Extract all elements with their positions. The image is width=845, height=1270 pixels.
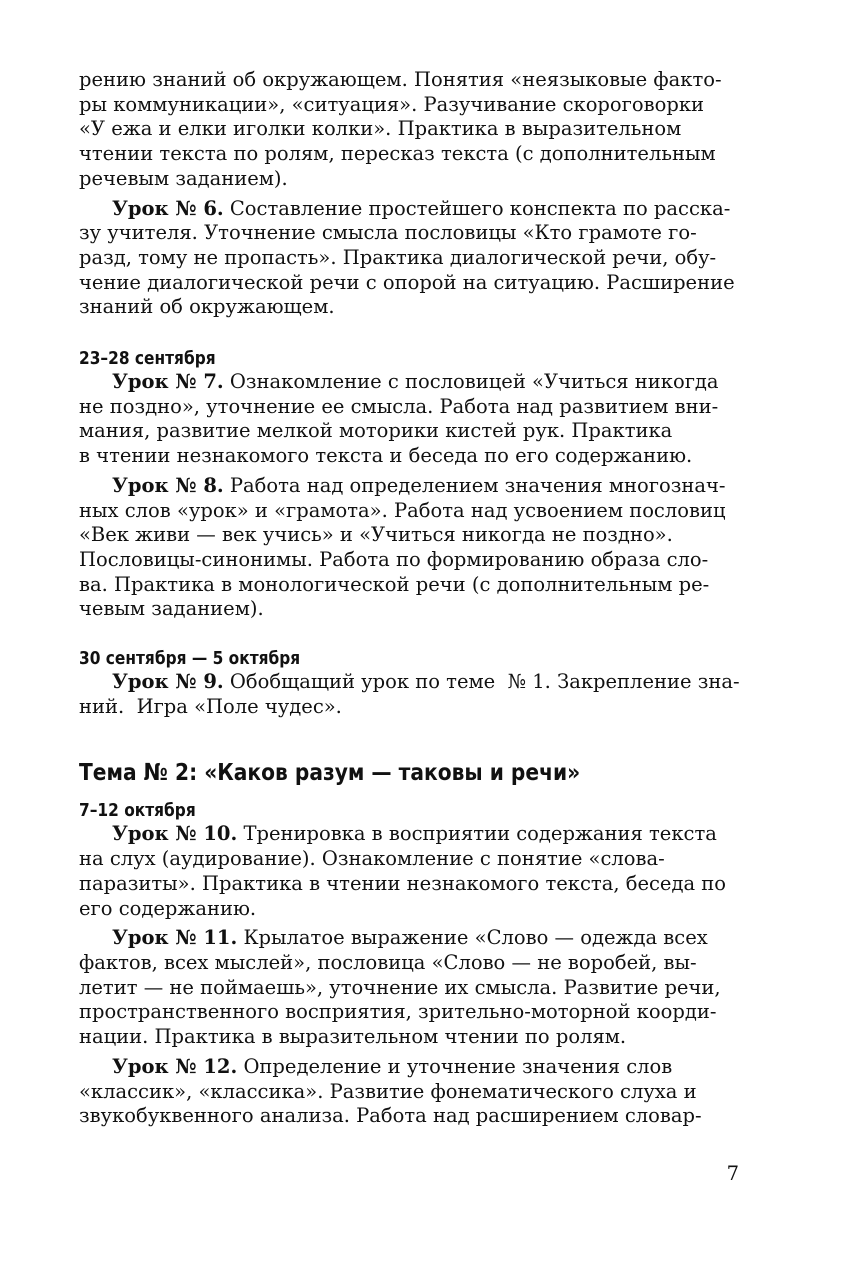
line: «У ежа и елки иголки колки». Практика в выразительном — [79, 117, 682, 141]
lesson-label: Урок № 6. — [112, 196, 224, 220]
lesson-label: Урок № 8. — [112, 473, 224, 497]
line: ний. Игра «Поле чудес». — [79, 694, 342, 718]
line: на слух (аудирование). Ознакомление с понятие «слова- — [79, 847, 665, 871]
lesson-9 — [79, 670, 741, 719]
line: нации. Практика в выразительном чтении по ролям. — [79, 1025, 627, 1049]
line: летит — не поймаешь», уточнение их смысла. Развитие речи, — [79, 975, 721, 999]
line: звукобуквенного анализа. Работа над расширением словар- — [79, 1104, 702, 1128]
line: ва. Практика в монологической речи (с дополнительным ре- — [79, 572, 710, 596]
lesson-11 — [79, 926, 741, 1050]
page-number: 7 — [726, 1162, 739, 1185]
line: Ознакомление с пословицей «Учиться никогда — [223, 370, 719, 394]
continuation-paragraph — [79, 68, 741, 192]
lesson-10 — [79, 822, 741, 921]
line: фактов, всех мыслей», пословица «Слово — не воробей, вы- — [79, 950, 697, 974]
lesson-label: Урок № 9. — [112, 670, 224, 694]
line: его содержанию. — [79, 896, 257, 920]
line: ры коммуникации», «ситуация». Разучивание скороговорки — [79, 92, 704, 116]
topic-heading: Тема № 2: «Каков разум — таковы и речи» — [79, 758, 581, 787]
lesson-12 — [79, 1055, 741, 1129]
lesson-label: Урок № 10. — [112, 822, 238, 846]
lesson-label: Урок № 12. — [112, 1054, 238, 1078]
lesson-6 — [79, 197, 741, 321]
line: чевым заданием). — [79, 597, 264, 621]
line: рению знаний об окружающем. Понятия «неязыковые факто- — [79, 68, 722, 91]
line: знаний об окружающем. — [79, 295, 335, 319]
line: не поздно», уточнение ее смысла. Работа над развитием вни- — [79, 394, 719, 418]
date-heading: 23–28 сентября — [79, 349, 216, 370]
line: разд, тому не пропасть». Практика диалогической речи, обу- — [79, 245, 717, 269]
page-content — [79, 68, 741, 1129]
line: пространственного восприятия, зрительно-моторной коорди- — [79, 1000, 717, 1024]
date-heading: 30 сентября — 5 октября — [79, 649, 301, 670]
line: Крылатое выражение «Слово — одежда всех — [237, 926, 708, 950]
line: чение диалогической речи с опорой на ситуацию. Расширение — [79, 270, 735, 294]
line: Определение и уточнение значения слов — [237, 1054, 673, 1078]
line: «классик», «классика». Развитие фонематического слуха и — [79, 1079, 697, 1103]
line: Обобщащий урок по теме № 1. Закрепление зна- — [223, 670, 740, 694]
line: ных слов «урок» и «грамота». Работа над усвоением пословиц — [79, 498, 726, 522]
lesson-label: Урок № 11. — [112, 926, 238, 950]
line: в чтении незнакомого текста и беседа по его содержанию. — [79, 444, 693, 468]
line: «Век живи — век учись» и «Учиться никогда не поздно». — [79, 523, 673, 547]
line: Составление простейшего конспекта по расска- — [223, 196, 731, 220]
line: речевым заданием). — [79, 166, 288, 190]
lesson-8 — [79, 474, 741, 622]
line: Работа над определением значения многознач- — [223, 473, 726, 497]
line: Пословицы-синонимы. Работа по формированию образа сло- — [79, 547, 709, 571]
line: зу учителя. Уточнение смысла пословицы «Кто грамоте го- — [79, 221, 697, 245]
lesson-7 — [79, 370, 741, 469]
line: чтении текста по ролям, пересказ текста (с дополнительным — [79, 142, 716, 166]
line: мания, развитие мелкой моторики кистей рук. Практика — [79, 419, 673, 443]
lesson-label: Урок № 7. — [112, 370, 224, 394]
date-heading: 7–12 октября — [79, 801, 196, 822]
line: Тренировка в восприятии содержания текста — [237, 822, 717, 846]
line: паразиты». Практика в чтении незнакомого текста, беседа по — [79, 871, 727, 895]
